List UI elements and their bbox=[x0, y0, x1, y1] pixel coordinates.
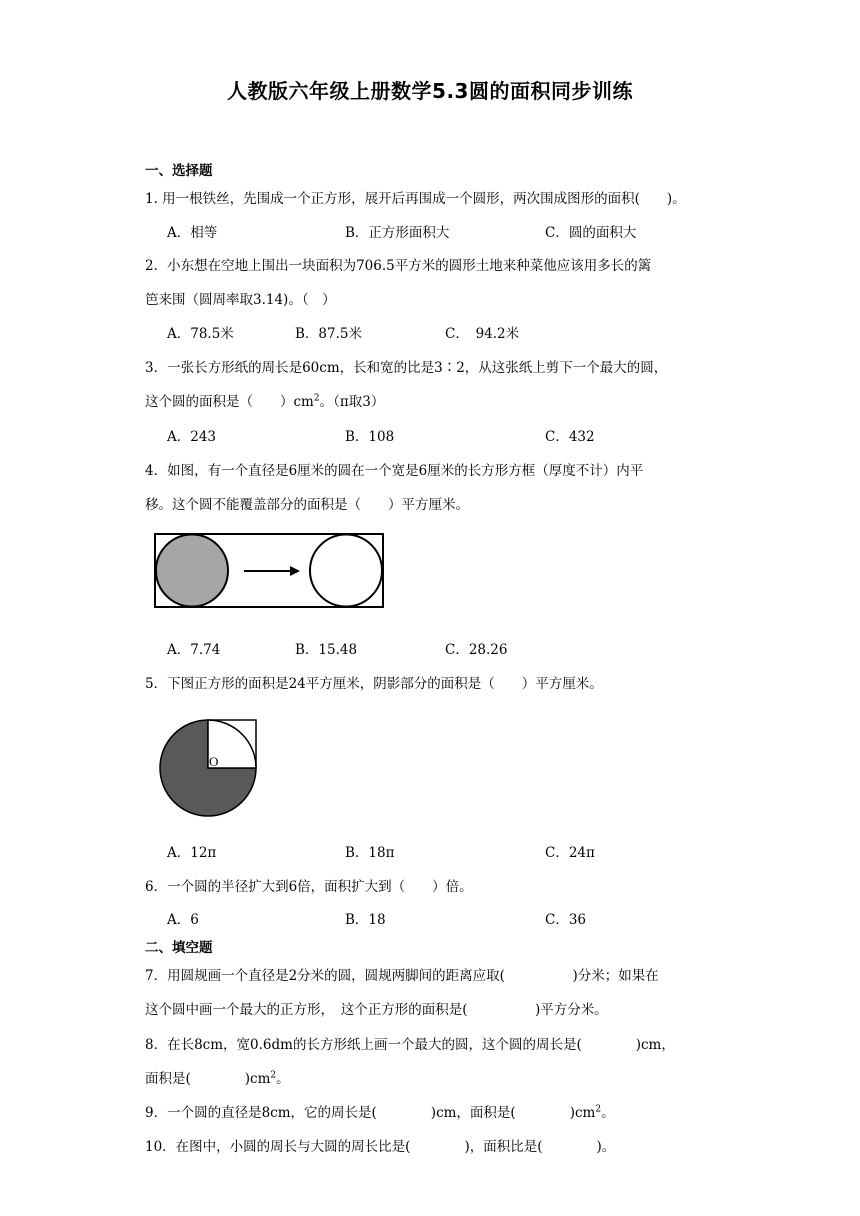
question-3-option-a: A．243 bbox=[167, 429, 217, 445]
section-heading-fill: 二、填空题 bbox=[145, 940, 213, 956]
question-1-text: 1. 用一根铁丝，先围成一个正方形，展开后再围成一个圆形，两次围成图形的面积( )。 bbox=[145, 191, 686, 207]
question-5-option-a: A．12π bbox=[167, 845, 217, 861]
question-4-figure bbox=[150, 530, 390, 612]
question-5-option-c: C．24π bbox=[545, 845, 595, 861]
question-2-line-2: 笆来围（圆周率取3.14)。（ ） bbox=[145, 292, 336, 308]
question-6-text: 6．一个圆的半径扩大到6倍，面积扩大到（ ）倍。 bbox=[145, 879, 473, 895]
question-4-line-2: 移。这个圆不能覆盖部分的面积是（ ）平方厘米。 bbox=[145, 497, 469, 513]
question-1-option-c: C．圆的面积大 bbox=[545, 225, 637, 241]
section-heading-choice: 一、选择题 bbox=[145, 163, 213, 179]
question-6-option-c: C．36 bbox=[545, 912, 587, 928]
question-6-option-a: A．6 bbox=[167, 912, 199, 928]
question-3-option-b: B．108 bbox=[345, 429, 395, 445]
question-2-line-1: 2．小东想在空地上围出一块面积为706.5平方米的圆形土地来种菜他应该用多长的篱 bbox=[145, 258, 652, 274]
arrow-head bbox=[290, 566, 300, 576]
question-4-option-a: A．7.74 bbox=[167, 642, 221, 658]
question-3-line-2: 这个圆的面积是（ ）$cm^2$。（π取3） bbox=[145, 393, 385, 410]
question-10-text: 10．在图中，小圆的周长与大圆的周长比是( )，面积比是( )。 bbox=[145, 1139, 616, 1155]
question-4-option-c: C．28.26 bbox=[445, 642, 508, 658]
question-3-line-1: 3．一张长方形纸的周长是60cm，长和宽的比是3∶2，从这张纸上剪下一个最大的圆， bbox=[145, 360, 668, 376]
question-3-option-c: C．432 bbox=[545, 429, 595, 445]
question-4-option-b: B．15.48 bbox=[295, 642, 358, 658]
shaded-circle bbox=[156, 535, 228, 607]
question-2-option-c: C． 94.2米 bbox=[445, 326, 520, 342]
question-2-option-a: A．78.5米 bbox=[167, 326, 234, 342]
question-1-option-a: A．相等 bbox=[167, 225, 218, 241]
question-7-line-1: 7．用圆规画一个直径是2分米的圆，圆规两脚间的距离应取( )分米；如果在 bbox=[145, 968, 659, 984]
question-5-option-b: B．18π bbox=[345, 845, 395, 861]
page-title: 人教版六年级上册数学5.3圆的面积同步训练 bbox=[227, 79, 633, 103]
empty-circle bbox=[310, 535, 382, 607]
question-9-text: 9．一个圆的直径是8cm，它的周长是( )cm，面积是( )$cm^2$。 bbox=[145, 1104, 615, 1121]
question-7-line-2: 这个圆中画一个最大的正方形， 这个正方形的面积是( )平方分米。 bbox=[145, 1002, 608, 1018]
question-8-line-1: 8．在长8cm，宽0.6dm的长方形纸上画一个最大的圆，这个圆的周长是( )cm， bbox=[145, 1037, 675, 1053]
center-label-o: O bbox=[209, 754, 219, 769]
question-2-option-b: B．87.5米 bbox=[295, 326, 362, 342]
question-4-line-1: 4．如图，有一个直径是6厘米的圆在一个宽是6厘米的长方形方框（厚度不计）内平 bbox=[145, 463, 644, 479]
question-5-figure bbox=[150, 712, 265, 824]
question-8-line-2: 面积是( )$cm^2$。 bbox=[145, 1070, 290, 1087]
question-1-option-b: B．正方形面积大 bbox=[345, 225, 450, 241]
question-6-option-b: B．18 bbox=[345, 912, 386, 928]
question-5-text: 5．下图正方形的面积是24平方厘米，阴影部分的面积是（ ）平方厘米。 bbox=[145, 676, 603, 692]
